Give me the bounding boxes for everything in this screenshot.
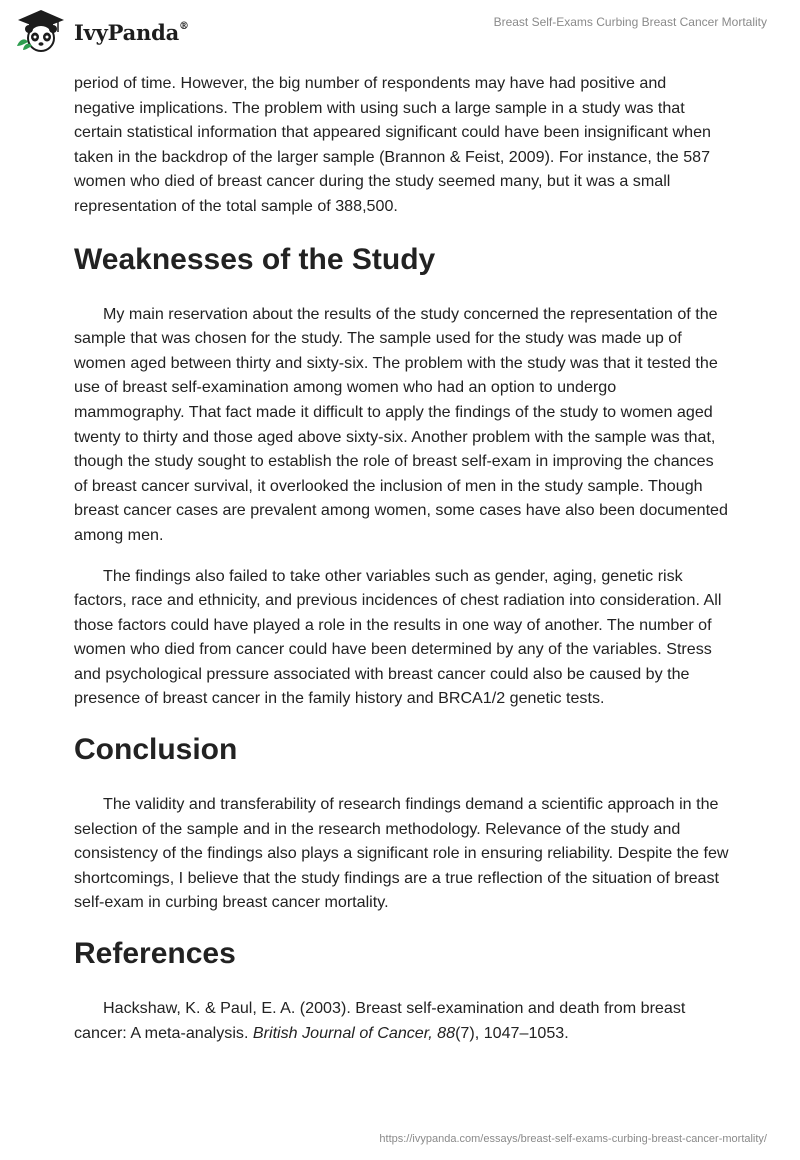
references-heading: References — [74, 937, 236, 971]
reference-journal: British Journal of Cancer, 88 — [252, 1023, 456, 1042]
panda-mascot-icon — [14, 8, 68, 52]
conclusion-paragraph: The validity and transferability of research findings demand a scientific approach in the selection of the sample and in the research methodology. Relevance of the study and consistency of the findings also plays a significant role in ensuring reliability. Despite the few shortcomings, I believe that the study findings are a true reflection of the situation of breast self-exam in curbing breast cancer mortality. — [74, 795, 729, 912]
weaknesses-heading: Weaknesses of the Study — [74, 242, 436, 276]
page-header — [0, 0, 800, 64]
intro-paragraph: period of time. However, the big number of respondents may have had positive and negative implications. The problem with using such a large sample in a study was that certain statistical information that appeared significant could have been insignificant when taken in the backdrop of the larger sample (Brannon & Feist, 2009). For instance, the 587 women who died of breast cancer during the study seemed many, but it was a small representation of the total sample of 388,500. — [74, 74, 711, 215]
reference-entry: Hackshaw, K. & Paul, E. A. (2003). Breast self-examination and death from breast cancer: A meta-analysis. British Journal of Cancer, 88(7), 1047–1053. — [74, 999, 686, 1042]
conclusion-heading: Conclusion — [74, 733, 238, 767]
weaknesses-paragraph-1: My main reservation about the results of the study concerned the representation of the sample that was chosen for the study. The sample used for the study was made up of women aged between thirty and sixty-six. The problem with the study was that it tested the use of breast self-examination among women who had an option to undergo mammography. That fact made it difficult to apply the findings of the study to women aged twenty to thirty and those aged above sixty-six. Another problem with the sample was that, though the study sought to establish the role of breast self-exam in improving the chances of breast cancer survival, it overlooked the inclusion of men in the study sample. Though breast cancer cases are prevalent among women, some cases have also been documented among men. — [74, 304, 728, 544]
essay-body — [74, 71, 730, 1045]
brand-logo[interactable] — [14, 8, 189, 52]
weaknesses-paragraph-2: The findings also failed to take other variables such as gender, aging, genetic risk factors, race and ethnicity, and previous incidences of chest radiation into consideration. All those factors could have played a role in the results in one way of another. The number of women who died from cancer could have been determined by any of the variables. Stress and psychological pressure associated with breast cancer could also be caused by the presence of breast cancer in the family history and BRCA1/2 genetic tests. — [74, 566, 722, 708]
brand-name: IvyPanda® — [74, 19, 189, 45]
document-title: Breast Self-Exams Curbing Breast Cancer Mortality — [493, 15, 767, 29]
source-url[interactable]: https://ivypanda.com/essays/breast-self-exams-curbing-breast-cancer-mortality/ — [379, 1133, 767, 1145]
